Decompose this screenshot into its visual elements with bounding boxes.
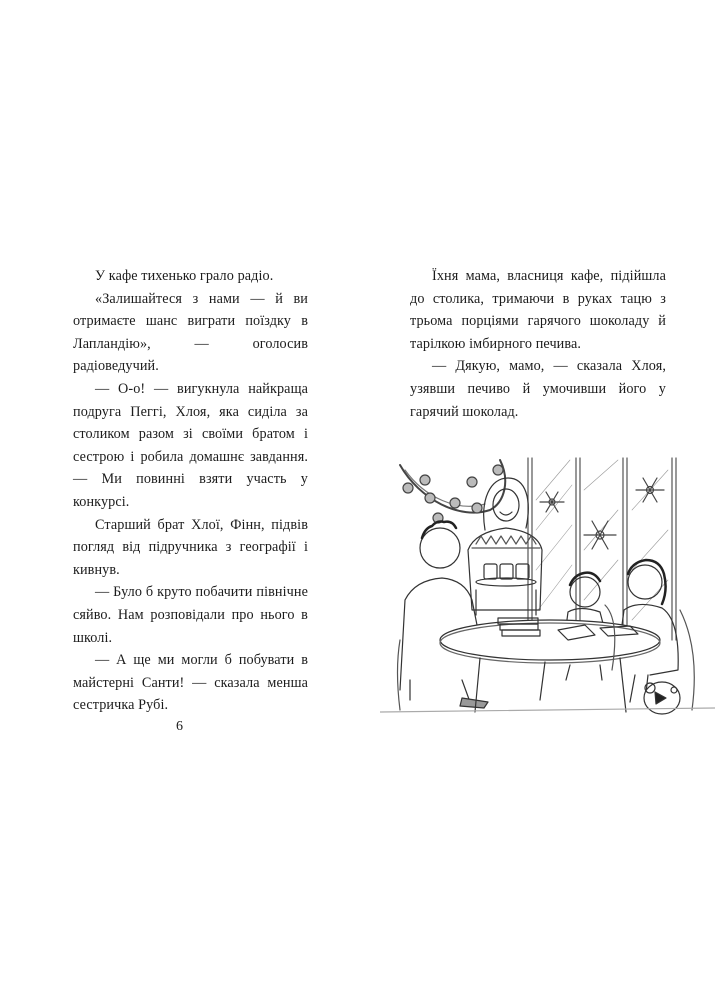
cafe-illustration xyxy=(380,440,715,715)
paragraph: — А ще ми могли б побувати в майстерні Санти! — сказала менша сестричка Рубі. xyxy=(73,652,308,714)
mother-figure xyxy=(468,478,542,615)
page-number: 6 xyxy=(176,719,183,734)
christmas-garland xyxy=(400,460,505,523)
right-page-text xyxy=(410,265,666,423)
tray-with-mugs xyxy=(476,564,536,586)
left-page-text xyxy=(73,265,308,717)
right-page xyxy=(360,0,720,1000)
mug-icon xyxy=(516,564,529,579)
snowflake-icon xyxy=(540,478,664,549)
mug-icon xyxy=(484,564,497,579)
windows xyxy=(528,458,676,645)
paragraph: Їхня мама, власниця кафе, підійшла до столика, тримаючи в руках тацю з трьома порціями гарячого шоколаду й тарілкою імбирного печива. xyxy=(410,268,666,352)
paragraph: — Було б круто побачити північне сяйво. Нам розповідали про нього в школі. xyxy=(73,584,308,646)
mug-icon xyxy=(500,564,513,579)
paragraph: «Залишайтеся з нами — й ви отримаєте шанс виграти поїздку в Лапландію», — оголосив радіоведучий. xyxy=(73,290,308,375)
paragraph: — Дякую, мамо, — сказала Хлоя, узявши печиво й умочивши його у гарячий шоколад. xyxy=(410,358,666,420)
paragraph: У кафе тихенько грало радіо. xyxy=(95,268,274,284)
round-table xyxy=(440,618,660,712)
paragraph: — О-о! — вигукнула найкраща подруга Пеггі, Хлоя, яка сиділа за столиком разом зі своїми братом і сестрою і робила домашнє завдання. — Ми повинні взяти участь у конкурсі. xyxy=(73,380,308,510)
paragraph: Старший брат Хлої, Фінн, підвів погляд від підручника з географії і кивнув. xyxy=(73,516,308,578)
boy-finn xyxy=(400,522,488,709)
